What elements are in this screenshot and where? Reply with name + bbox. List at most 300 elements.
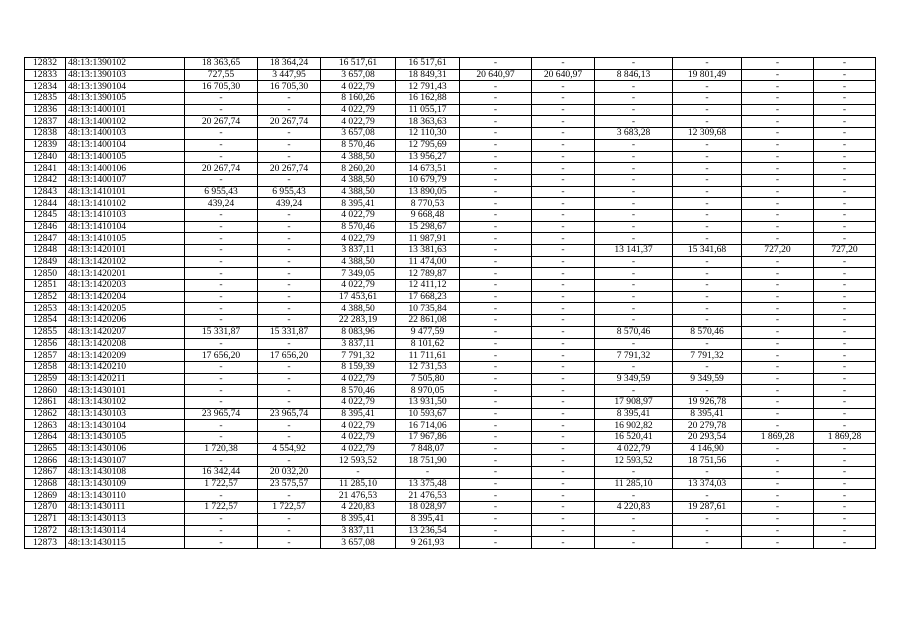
value-col-1-cell: - bbox=[185, 537, 258, 549]
value-col-9-cell: - bbox=[742, 139, 814, 151]
value-col-9-cell: - bbox=[742, 280, 814, 292]
value-col-6-cell: - bbox=[532, 209, 595, 221]
value-col-5-cell: - bbox=[460, 467, 532, 479]
value-col-7-cell: - bbox=[595, 338, 673, 350]
value-col-10-cell: - bbox=[814, 467, 876, 479]
value-col-4-cell: 9 477,59 bbox=[396, 326, 460, 338]
value-col-8-cell: - bbox=[673, 104, 742, 116]
value-col-9-cell: - bbox=[742, 513, 814, 525]
value-col-7-cell: - bbox=[595, 198, 673, 210]
table-row bbox=[25, 525, 876, 537]
table-row bbox=[25, 350, 876, 362]
table-row bbox=[25, 256, 876, 268]
value-col-1-cell: 1 722,57 bbox=[185, 502, 258, 514]
row-number-cell: 12860 bbox=[25, 385, 66, 397]
cadastral-number-cell: 48:13:1430102 bbox=[66, 396, 185, 408]
value-col-4-cell: 21 476,53 bbox=[396, 490, 460, 502]
value-col-1-cell: 20 267,74 bbox=[185, 116, 258, 128]
value-col-7-cell: - bbox=[595, 303, 673, 315]
value-col-10-cell: - bbox=[814, 291, 876, 303]
value-col-6-cell: 20 640,97 bbox=[532, 69, 595, 81]
value-col-5-cell: - bbox=[460, 139, 532, 151]
value-col-7-cell: 4 220,83 bbox=[595, 502, 673, 514]
value-col-3-cell: 8 570,46 bbox=[321, 221, 396, 233]
table-row bbox=[25, 443, 876, 455]
value-col-4-cell: 12 789,87 bbox=[396, 268, 460, 280]
value-col-4-cell: 11 987,91 bbox=[396, 233, 460, 245]
value-col-8-cell: - bbox=[673, 81, 742, 93]
value-col-7-cell: - bbox=[595, 104, 673, 116]
value-col-10-cell: - bbox=[814, 455, 876, 467]
row-number-cell: 12851 bbox=[25, 280, 66, 292]
value-col-10-cell: 727,20 bbox=[814, 245, 876, 257]
value-col-8-cell: - bbox=[673, 209, 742, 221]
value-col-3-cell: 4 022,79 bbox=[321, 280, 396, 292]
table-row bbox=[25, 291, 876, 303]
value-col-6-cell: - bbox=[532, 502, 595, 514]
value-col-10-cell: - bbox=[814, 174, 876, 186]
table-body bbox=[25, 58, 876, 549]
cadastral-number-cell: 48:13:1430113 bbox=[66, 513, 185, 525]
value-col-10-cell: - bbox=[814, 104, 876, 116]
value-col-1-cell: 439,24 bbox=[185, 198, 258, 210]
cadastral-number-cell: 48:13:1430106 bbox=[66, 443, 185, 455]
value-col-4-cell: 7 505,80 bbox=[396, 373, 460, 385]
row-number-cell: 12864 bbox=[25, 432, 66, 444]
value-col-4-cell: 13 931,50 bbox=[396, 396, 460, 408]
value-col-1-cell: - bbox=[185, 338, 258, 350]
cadastral-number-cell: 48:13:1400106 bbox=[66, 163, 185, 175]
value-col-6-cell: - bbox=[532, 151, 595, 163]
value-col-5-cell: - bbox=[460, 233, 532, 245]
cadastral-number-cell: 48:13:1430115 bbox=[66, 537, 185, 549]
value-col-5-cell: - bbox=[460, 326, 532, 338]
value-col-2-cell: - bbox=[258, 291, 321, 303]
value-col-10-cell: - bbox=[814, 268, 876, 280]
value-col-2-cell: - bbox=[258, 396, 321, 408]
value-col-6-cell: - bbox=[532, 128, 595, 140]
value-col-10-cell: - bbox=[814, 198, 876, 210]
value-col-4-cell: 9 261,93 bbox=[396, 537, 460, 549]
value-col-6-cell: - bbox=[532, 361, 595, 373]
value-col-3-cell: 21 476,53 bbox=[321, 490, 396, 502]
value-col-8-cell: 12 309,68 bbox=[673, 128, 742, 140]
value-col-6-cell: - bbox=[532, 93, 595, 105]
value-col-9-cell: - bbox=[742, 373, 814, 385]
value-col-4-cell: 17 668,23 bbox=[396, 291, 460, 303]
cadastral-number-cell: 48:13:1420207 bbox=[66, 326, 185, 338]
value-col-7-cell: - bbox=[595, 525, 673, 537]
value-col-1-cell: - bbox=[185, 432, 258, 444]
value-col-2-cell: - bbox=[258, 245, 321, 257]
value-col-1-cell: 1 722,57 bbox=[185, 478, 258, 490]
value-col-2-cell: 17 656,20 bbox=[258, 350, 321, 362]
value-col-4-cell: 16 517,61 bbox=[396, 58, 460, 70]
value-col-5-cell: - bbox=[460, 525, 532, 537]
value-col-5-cell: - bbox=[460, 303, 532, 315]
value-col-2-cell: - bbox=[258, 151, 321, 163]
value-col-10-cell: - bbox=[814, 69, 876, 81]
value-col-9-cell: - bbox=[742, 151, 814, 163]
value-col-1-cell: 6 955,43 bbox=[185, 186, 258, 198]
value-col-7-cell: 7 791,32 bbox=[595, 350, 673, 362]
value-col-5-cell: - bbox=[460, 268, 532, 280]
value-col-7-cell: 8 395,41 bbox=[595, 408, 673, 420]
value-col-3-cell: 3 657,08 bbox=[321, 537, 396, 549]
value-col-7-cell: - bbox=[595, 221, 673, 233]
value-col-4-cell: 8 770,53 bbox=[396, 198, 460, 210]
table-row bbox=[25, 174, 876, 186]
table-row bbox=[25, 198, 876, 210]
value-col-4-cell: 10 593,67 bbox=[396, 408, 460, 420]
value-col-2-cell: - bbox=[258, 537, 321, 549]
cadastral-number-cell: 48:13:1420204 bbox=[66, 291, 185, 303]
value-col-7-cell: - bbox=[595, 174, 673, 186]
value-col-5-cell: - bbox=[460, 81, 532, 93]
value-col-7-cell: - bbox=[595, 151, 673, 163]
value-col-10-cell: - bbox=[814, 490, 876, 502]
cadastral-number-cell: 48:13:1430111 bbox=[66, 502, 185, 514]
table-row bbox=[25, 58, 876, 70]
value-col-4-cell: 7 848,07 bbox=[396, 443, 460, 455]
table-row bbox=[25, 502, 876, 514]
value-col-2-cell: - bbox=[258, 490, 321, 502]
value-col-9-cell: - bbox=[742, 338, 814, 350]
value-col-1-cell: - bbox=[185, 104, 258, 116]
value-col-7-cell: - bbox=[595, 385, 673, 397]
row-number-cell: 12870 bbox=[25, 502, 66, 514]
value-col-3-cell: 4 022,79 bbox=[321, 104, 396, 116]
value-col-8-cell: - bbox=[673, 338, 742, 350]
value-col-6-cell: - bbox=[532, 174, 595, 186]
value-col-4-cell: 13 381,63 bbox=[396, 245, 460, 257]
value-col-1-cell: 15 331,87 bbox=[185, 326, 258, 338]
value-col-1-cell: - bbox=[185, 128, 258, 140]
value-col-8-cell: 18 751,56 bbox=[673, 455, 742, 467]
value-col-6-cell: - bbox=[532, 490, 595, 502]
table-row bbox=[25, 373, 876, 385]
value-col-5-cell: - bbox=[460, 245, 532, 257]
value-col-7-cell: - bbox=[595, 163, 673, 175]
value-col-5-cell: - bbox=[460, 443, 532, 455]
table-row bbox=[25, 455, 876, 467]
cadastral-number-cell: 48:13:1390103 bbox=[66, 69, 185, 81]
row-number-cell: 12869 bbox=[25, 490, 66, 502]
value-col-9-cell: - bbox=[742, 396, 814, 408]
value-col-9-cell: - bbox=[742, 291, 814, 303]
value-col-1-cell: - bbox=[185, 233, 258, 245]
value-col-8-cell: - bbox=[673, 139, 742, 151]
value-col-3-cell: 4 022,79 bbox=[321, 116, 396, 128]
table-row bbox=[25, 104, 876, 116]
value-col-3-cell: 4 388,50 bbox=[321, 151, 396, 163]
value-col-3-cell: 4 022,79 bbox=[321, 209, 396, 221]
value-col-8-cell: - bbox=[673, 467, 742, 479]
table-row bbox=[25, 186, 876, 198]
value-col-7-cell: - bbox=[595, 93, 673, 105]
value-col-2-cell: 20 267,74 bbox=[258, 116, 321, 128]
value-col-2-cell: - bbox=[258, 361, 321, 373]
value-col-7-cell: - bbox=[595, 139, 673, 151]
value-col-7-cell: - bbox=[595, 209, 673, 221]
value-col-9-cell: - bbox=[742, 467, 814, 479]
value-col-4-cell: 12 411,12 bbox=[396, 280, 460, 292]
value-col-2-cell: - bbox=[258, 373, 321, 385]
value-col-9-cell: - bbox=[742, 163, 814, 175]
value-col-5-cell: - bbox=[460, 209, 532, 221]
value-col-9-cell: - bbox=[742, 443, 814, 455]
table-row bbox=[25, 513, 876, 525]
value-col-3-cell: 4 022,79 bbox=[321, 420, 396, 432]
row-number-cell: 12847 bbox=[25, 233, 66, 245]
value-col-4-cell: 9 668,48 bbox=[396, 209, 460, 221]
row-number-cell: 12856 bbox=[25, 338, 66, 350]
value-col-3-cell: 11 285,10 bbox=[321, 478, 396, 490]
cadastral-number-cell: 48:13:1390102 bbox=[66, 58, 185, 70]
value-col-4-cell: 12 110,30 bbox=[396, 128, 460, 140]
value-col-9-cell: 727,20 bbox=[742, 245, 814, 257]
table-row bbox=[25, 537, 876, 549]
value-col-9-cell: - bbox=[742, 537, 814, 549]
value-col-5-cell: - bbox=[460, 58, 532, 70]
value-col-8-cell: - bbox=[673, 490, 742, 502]
row-number-cell: 12836 bbox=[25, 104, 66, 116]
value-col-5-cell: - bbox=[460, 396, 532, 408]
value-col-4-cell: 13 236,54 bbox=[396, 525, 460, 537]
row-number-cell: 12857 bbox=[25, 350, 66, 362]
value-col-8-cell: 4 146,90 bbox=[673, 443, 742, 455]
value-col-3-cell: 8 570,46 bbox=[321, 385, 396, 397]
value-col-1-cell: - bbox=[185, 174, 258, 186]
cadastral-number-cell: 48:13:1430109 bbox=[66, 478, 185, 490]
value-col-10-cell: - bbox=[814, 139, 876, 151]
value-col-8-cell: 7 791,32 bbox=[673, 350, 742, 362]
value-col-9-cell: - bbox=[742, 174, 814, 186]
value-col-10-cell: - bbox=[814, 408, 876, 420]
value-col-7-cell: - bbox=[595, 513, 673, 525]
value-col-4-cell: 11 474,00 bbox=[396, 256, 460, 268]
value-col-7-cell: - bbox=[595, 291, 673, 303]
value-col-3-cell: 8 570,46 bbox=[321, 139, 396, 151]
value-col-3-cell: 12 593,52 bbox=[321, 455, 396, 467]
row-number-cell: 12863 bbox=[25, 420, 66, 432]
row-number-cell: 12849 bbox=[25, 256, 66, 268]
table-row bbox=[25, 128, 876, 140]
value-col-1-cell: 18 363,65 bbox=[185, 58, 258, 70]
value-col-2-cell: - bbox=[258, 139, 321, 151]
table-row bbox=[25, 420, 876, 432]
row-number-cell: 12837 bbox=[25, 116, 66, 128]
value-col-8-cell: 20 293,54 bbox=[673, 432, 742, 444]
value-col-10-cell: - bbox=[814, 186, 876, 198]
value-col-9-cell: - bbox=[742, 478, 814, 490]
value-col-8-cell: - bbox=[673, 233, 742, 245]
value-col-2-cell: - bbox=[258, 338, 321, 350]
value-col-10-cell: - bbox=[814, 256, 876, 268]
value-col-9-cell: - bbox=[742, 315, 814, 327]
value-col-8-cell: 15 341,68 bbox=[673, 245, 742, 257]
value-col-10-cell: - bbox=[814, 478, 876, 490]
value-col-2-cell: - bbox=[258, 104, 321, 116]
value-col-9-cell: - bbox=[742, 128, 814, 140]
cadastral-number-cell: 48:13:1430105 bbox=[66, 432, 185, 444]
value-col-6-cell: - bbox=[532, 233, 595, 245]
value-col-3-cell: 4 022,79 bbox=[321, 373, 396, 385]
value-col-3-cell: 8 395,41 bbox=[321, 408, 396, 420]
cadastral-number-cell: 48:13:1410105 bbox=[66, 233, 185, 245]
value-col-2-cell: - bbox=[258, 268, 321, 280]
value-col-10-cell: - bbox=[814, 315, 876, 327]
value-col-3-cell: 4 022,79 bbox=[321, 233, 396, 245]
value-col-1-cell: - bbox=[185, 245, 258, 257]
table-row bbox=[25, 490, 876, 502]
row-number-cell: 12839 bbox=[25, 139, 66, 151]
value-col-8-cell: 8 395,41 bbox=[673, 408, 742, 420]
value-col-1-cell: - bbox=[185, 513, 258, 525]
value-col-8-cell: - bbox=[673, 221, 742, 233]
value-col-1-cell: - bbox=[185, 291, 258, 303]
value-col-1-cell: 727,55 bbox=[185, 69, 258, 81]
value-col-6-cell: - bbox=[532, 291, 595, 303]
row-number-cell: 12842 bbox=[25, 174, 66, 186]
cadastral-number-cell: 48:13:1430103 bbox=[66, 408, 185, 420]
value-col-3-cell: 3 837,11 bbox=[321, 245, 396, 257]
value-col-4-cell: 12 795,69 bbox=[396, 139, 460, 151]
value-col-5-cell: - bbox=[460, 513, 532, 525]
value-col-4-cell: 16 714,06 bbox=[396, 420, 460, 432]
value-col-7-cell: - bbox=[595, 116, 673, 128]
value-col-1-cell: - bbox=[185, 303, 258, 315]
cadastral-number-cell: 48:13:1400101 bbox=[66, 104, 185, 116]
row-number-cell: 12855 bbox=[25, 326, 66, 338]
value-col-1-cell: - bbox=[185, 139, 258, 151]
value-col-7-cell: 4 022,79 bbox=[595, 443, 673, 455]
value-col-9-cell: - bbox=[742, 525, 814, 537]
value-col-6-cell: - bbox=[532, 350, 595, 362]
value-col-7-cell: 12 593,52 bbox=[595, 455, 673, 467]
value-col-3-cell: 16 517,61 bbox=[321, 58, 396, 70]
value-col-8-cell: - bbox=[673, 280, 742, 292]
value-col-10-cell: - bbox=[814, 513, 876, 525]
value-col-9-cell: - bbox=[742, 490, 814, 502]
value-col-2-cell: 18 364,24 bbox=[258, 58, 321, 70]
value-col-10-cell: - bbox=[814, 396, 876, 408]
value-col-5-cell: - bbox=[460, 490, 532, 502]
value-col-9-cell: - bbox=[742, 233, 814, 245]
value-col-1-cell: - bbox=[185, 396, 258, 408]
cadastral-number-cell: 48:13:1430104 bbox=[66, 420, 185, 432]
table-row bbox=[25, 408, 876, 420]
value-col-8-cell: - bbox=[673, 315, 742, 327]
value-col-8-cell: - bbox=[673, 268, 742, 280]
row-number-cell: 12873 bbox=[25, 537, 66, 549]
value-col-6-cell: - bbox=[532, 385, 595, 397]
table-row bbox=[25, 209, 876, 221]
value-col-3-cell: 3 837,11 bbox=[321, 338, 396, 350]
value-col-10-cell: - bbox=[814, 81, 876, 93]
value-col-1-cell: 1 720,38 bbox=[185, 443, 258, 455]
value-col-4-cell: - bbox=[396, 467, 460, 479]
value-col-8-cell: - bbox=[673, 186, 742, 198]
value-col-2-cell: 6 955,43 bbox=[258, 186, 321, 198]
value-col-10-cell: - bbox=[814, 420, 876, 432]
value-col-3-cell: 8 083,96 bbox=[321, 326, 396, 338]
value-col-10-cell: - bbox=[814, 58, 876, 70]
value-col-5-cell: - bbox=[460, 478, 532, 490]
cadastral-number-cell: 48:13:1400107 bbox=[66, 174, 185, 186]
value-col-3-cell: 8 395,41 bbox=[321, 513, 396, 525]
table-row bbox=[25, 303, 876, 315]
value-col-7-cell: - bbox=[595, 490, 673, 502]
value-col-5-cell: - bbox=[460, 432, 532, 444]
row-number-cell: 12845 bbox=[25, 209, 66, 221]
row-number-cell: 12833 bbox=[25, 69, 66, 81]
value-col-7-cell: - bbox=[595, 467, 673, 479]
value-col-10-cell: - bbox=[814, 502, 876, 514]
value-col-10-cell: - bbox=[814, 280, 876, 292]
cadastral-number-cell: 48:13:1420208 bbox=[66, 338, 185, 350]
value-col-6-cell: - bbox=[532, 58, 595, 70]
cadastral-number-cell: 48:13:1420201 bbox=[66, 268, 185, 280]
value-col-7-cell: 3 683,28 bbox=[595, 128, 673, 140]
value-col-7-cell: 11 285,10 bbox=[595, 478, 673, 490]
row-number-cell: 12867 bbox=[25, 467, 66, 479]
value-col-6-cell: - bbox=[532, 432, 595, 444]
value-col-3-cell: 3 837,11 bbox=[321, 525, 396, 537]
table-row bbox=[25, 478, 876, 490]
value-col-3-cell: 4 022,79 bbox=[321, 81, 396, 93]
value-col-2-cell: - bbox=[258, 513, 321, 525]
value-col-1-cell: - bbox=[185, 209, 258, 221]
value-col-7-cell: - bbox=[595, 268, 673, 280]
value-col-4-cell: 11 711,61 bbox=[396, 350, 460, 362]
value-col-3-cell: 8 159,39 bbox=[321, 361, 396, 373]
value-col-2-cell: 1 722,57 bbox=[258, 502, 321, 514]
value-col-2-cell: 4 554,92 bbox=[258, 443, 321, 455]
value-col-5-cell: - bbox=[460, 186, 532, 198]
value-col-5-cell: - bbox=[460, 338, 532, 350]
value-col-9-cell: - bbox=[742, 93, 814, 105]
value-col-2-cell: 16 705,30 bbox=[258, 81, 321, 93]
value-col-3-cell: 8 395,41 bbox=[321, 198, 396, 210]
value-col-4-cell: 22 861,08 bbox=[396, 315, 460, 327]
value-col-5-cell: - bbox=[460, 537, 532, 549]
value-col-9-cell: - bbox=[742, 81, 814, 93]
value-col-2-cell: 23 965,74 bbox=[258, 408, 321, 420]
value-col-1-cell: - bbox=[185, 315, 258, 327]
value-col-3-cell: 4 220,83 bbox=[321, 502, 396, 514]
cadastral-number-cell: 48:13:1410104 bbox=[66, 221, 185, 233]
value-col-5-cell: - bbox=[460, 151, 532, 163]
value-col-2-cell: - bbox=[258, 280, 321, 292]
value-col-7-cell: 8 570,46 bbox=[595, 326, 673, 338]
row-number-cell: 12871 bbox=[25, 513, 66, 525]
value-col-7-cell: 8 846,13 bbox=[595, 69, 673, 81]
table-row bbox=[25, 116, 876, 128]
value-col-2-cell: - bbox=[258, 303, 321, 315]
cadastral-number-cell: 48:13:1400102 bbox=[66, 116, 185, 128]
cadastral-number-cell: 48:13:1420203 bbox=[66, 280, 185, 292]
value-col-1-cell: - bbox=[185, 256, 258, 268]
value-col-2-cell: 20 032,20 bbox=[258, 467, 321, 479]
row-number-cell: 12848 bbox=[25, 245, 66, 257]
value-col-10-cell: - bbox=[814, 209, 876, 221]
value-col-6-cell: - bbox=[532, 326, 595, 338]
value-col-6-cell: - bbox=[532, 186, 595, 198]
table-row bbox=[25, 361, 876, 373]
row-number-cell: 12838 bbox=[25, 128, 66, 140]
row-number-cell: 12853 bbox=[25, 303, 66, 315]
